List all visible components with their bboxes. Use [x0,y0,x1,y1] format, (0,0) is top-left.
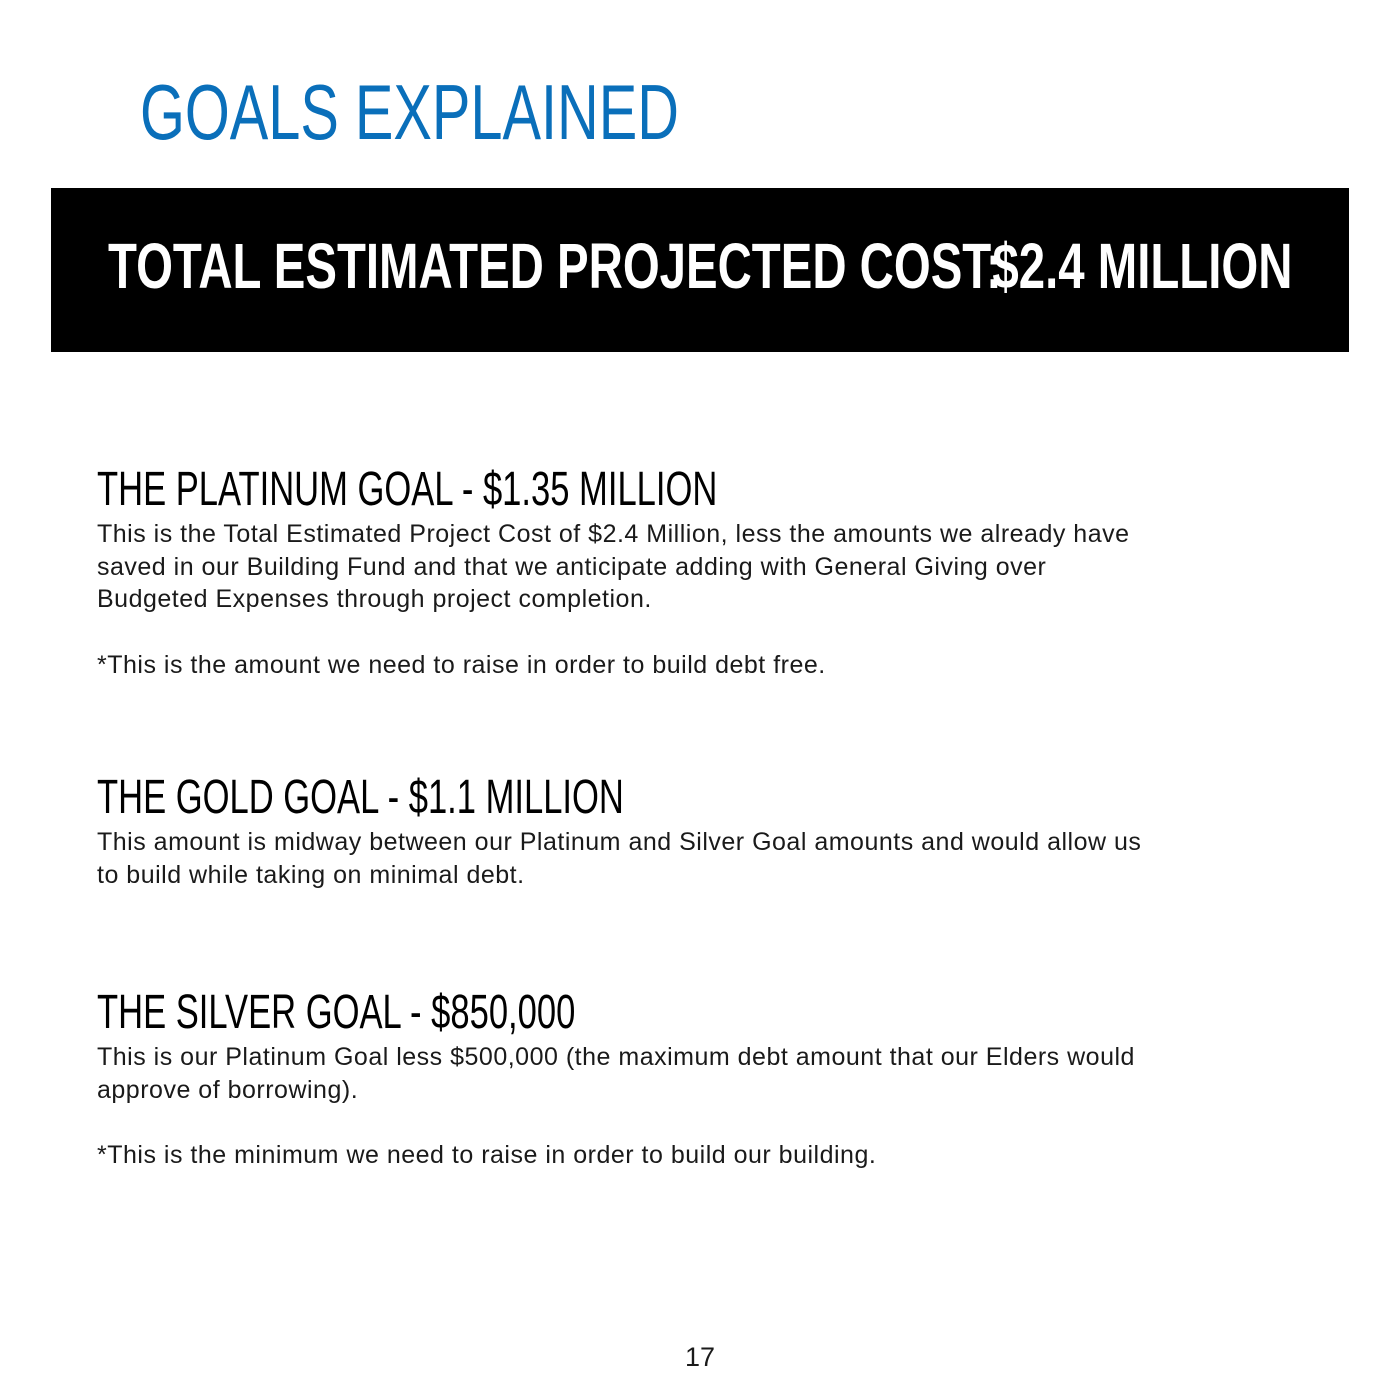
page-number: 17 [684,1342,716,1372]
silver-goal-heading: THE SILVER GOAL - $850,000 [97,986,576,1039]
platinum-goal-section [97,462,1157,681]
platinum-goal-description: This is the Total Estimated Project Cost of $2.4 Million, less the amounts we already have saved in our Building Fund and that we anticipate adding with General Giving over Budgeted Expenses through project completion. [97,520,1130,613]
gold-goal-section [97,770,1157,891]
total-cost-banner [51,188,1349,352]
page-title: GOALS EXPLAINED [140,68,679,156]
silver-goal-note: *This is the minimum we need to raise in order to build our building. [97,1141,877,1169]
silver-goal-section [97,985,1157,1172]
platinum-goal-note: *This is the amount we need to raise in order to build debt free. [97,650,826,679]
total-cost-value: $2.4 MILLION [991,230,1292,302]
gold-goal-description: This amount is midway between our Platinum and Silver Goal amounts and would allow us to build while taking on minimal debt. [97,828,1142,889]
silver-goal-description: This is our Platinum Goal less $500,000 (the maximum debt amount that our Elders would approve of borrowing). [97,1043,1135,1104]
total-cost-label: TOTAL ESTIMATED PROJECTED COST: [108,230,1002,302]
gold-goal-heading: THE GOLD GOAL - $1.1 MILLION [97,771,624,824]
platinum-goal-heading: THE PLATINUM GOAL - $1.35 MILLION [97,463,718,516]
